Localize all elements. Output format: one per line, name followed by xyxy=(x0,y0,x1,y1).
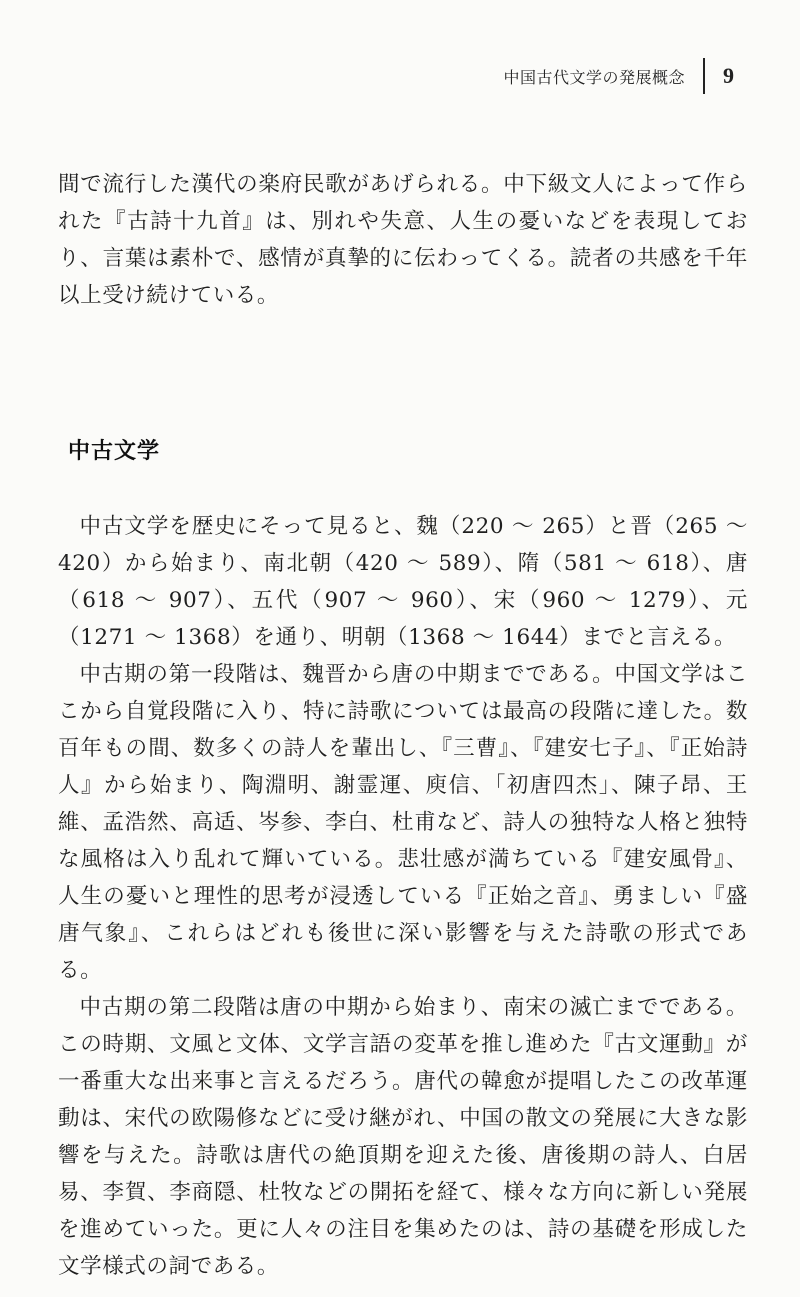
section-heading: 中古文学 xyxy=(68,439,161,464)
running-header xyxy=(503,58,734,94)
paragraph-periods: 中古文学を歴史にそって見ると、魏（220 ～ 265）と晋（265 ～ 420）から始まり、南北朝（420 ～ 589）、隋（581 ～ 618）、唐（618 ～ 907）、五代（907 ～ 960）、宋（960 ～ 1279）、元（1271 ～ 1368）を通り、明朝（1368 ～ 1644）までと言える。 xyxy=(58,514,748,650)
paragraph-second-stage: 中古期の第二段階は唐の中期から始まり、南宋の滅亡までである。この時期、文風と文体、文学言語の変革を推し進めた『古文運動』が一番重大な出来事と言えるだろう。唐代の韓愈が提唱したこの改革運動は、宋代の欧陽修などに受け継がれ、中国の散文の発展に大きな影響を与えた。詩歌は唐代の絶頂期を迎えた後、唐後期の詩人、白居易、李賀、李商隠、杜牧などの開拓を経て、様々な方向に新しい発展を進めていった。更に人々の注目を集めたのは、詩の基礎を形成した文学様式の詞である。 xyxy=(58,995,748,1279)
page-number: 9 xyxy=(723,63,734,88)
intro-paragraph-block xyxy=(58,166,748,314)
paragraph-first-stage: 中古期の第一段階は、魏晋から唐の中期までである。中国文学はここから自覚段階に入り、特に詩歌については最高の段階に達した。数百年もの間、数多くの詩人を輩出し、『三曹』、『建安七子』、『正始詩人』から始まり、陶淵明、謝霊運、庾信、「初唐四杰」、陳子昂、王維、孟浩然、高适、岑参、李白、杜甫など、詩人の独特な人格と独特な風格は入り乱れて輝いている。悲壮感が満ちている『建安風骨』、人生の憂いと理性的思考が浸透している『正始之音』、勇ましい『盛唐气象』、これらはどれも後世に深い影響を与えた詩歌の形式である。 xyxy=(58,662,748,983)
section-body xyxy=(58,508,748,1285)
running-title: 中国古代文学の発展概念 xyxy=(503,67,685,87)
intro-paragraph: 間で流行した漢代の楽府民歌があげられる。中下級文人によって作られた『古詩十九首』は、別れや失意、人生の憂いなどを表現しており、言葉は素朴で、感情が真摯的に伝わってくる。読者の共感を千年以上受け続けている。 xyxy=(58,172,748,308)
